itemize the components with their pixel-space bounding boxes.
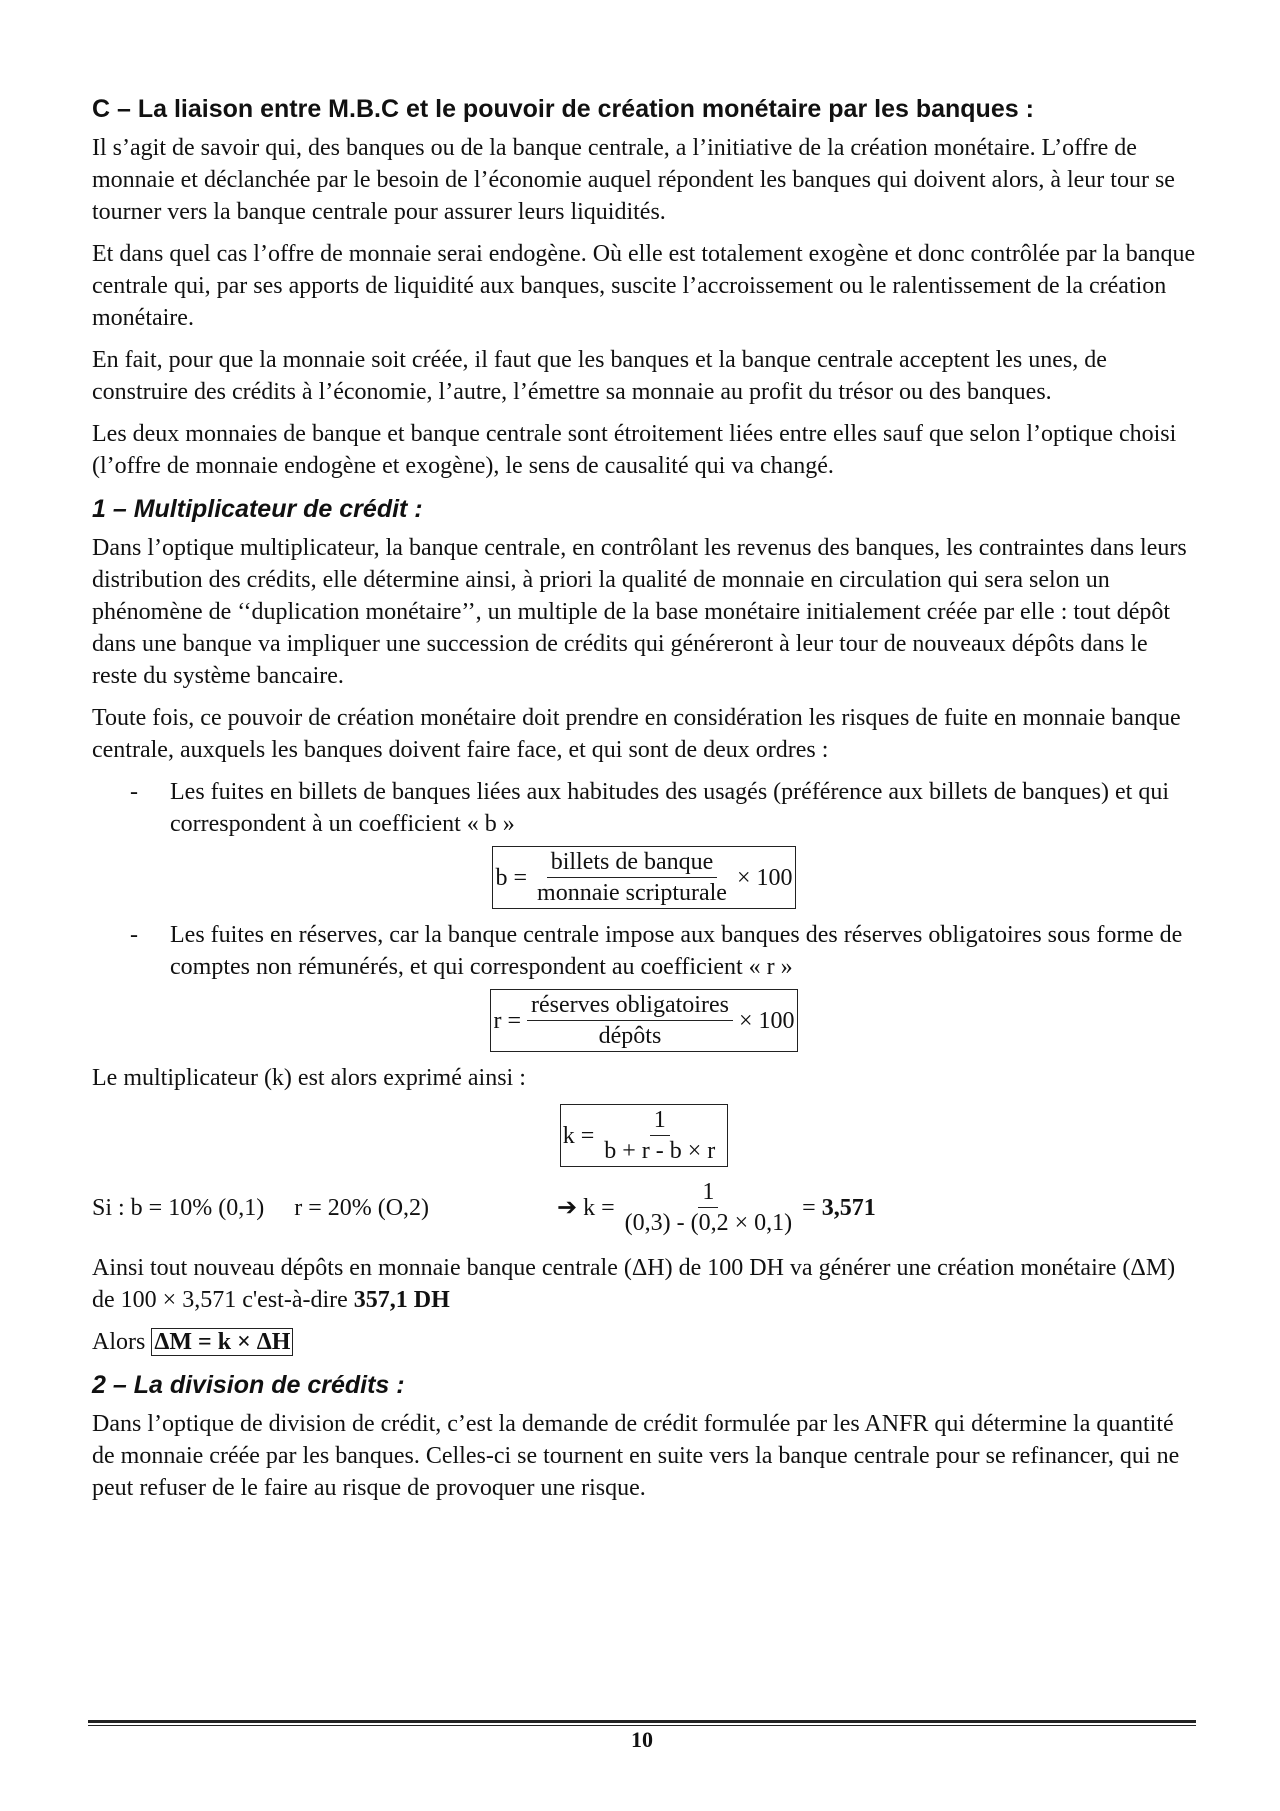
list-item	[92, 776, 1196, 840]
document-page	[92, 92, 1196, 1514]
page-number: 10	[631, 1727, 653, 1752]
paragraph: Dans l’optique de division de crédit, c’est la demande de crédit formulée par les ANFR qui détermine la quantité de monnaie créée par les banques. Celles-ci se tournent en suite vers la banque centrale pour se refinancer, qui ne peut refuser de le faire au risque de provoquer une risque.	[92, 1411, 1180, 1501]
formula-b-fraction	[533, 847, 731, 908]
formula-k-lhs: k =	[562, 1122, 595, 1149]
formula-k-numerator: 1	[650, 1105, 670, 1136]
paragraph: En fait, pour que la monnaie soit créée, il faut que les banques et la banque centrale acceptent les unes, de construire des crédits à l’économie, l’autre, l’émettre sa monnaie au profit du trésor ou des banques.	[92, 347, 1107, 405]
formula-r-row	[92, 989, 1196, 1052]
formula-b-lhs: b =	[495, 864, 528, 891]
formula-r-denominator: dépôts	[598, 1023, 662, 1049]
calc-denominator: (0,3) - (0,2 × 0,1)	[624, 1210, 793, 1236]
calc-fraction	[621, 1177, 797, 1238]
paragraph-text: Ainsi tout nouveau dépôts en monnaie banque centrale (ΔH) de 100 DH va générer une création monétaire (ΔM) de 100 × 3,571 c'est-à-dire	[92, 1255, 1176, 1313]
formula-b-row	[92, 846, 1196, 909]
section-2-title: 2 – La division de crédits :	[92, 1371, 405, 1399]
formula-r-numerator: réserves obligatoires	[527, 990, 733, 1021]
paragraph: Il s’agit de savoir qui, des banques ou de la banque centrale, a l’initiative de la création monétaire. L’offre de monnaie et déclanchée par le besoin de l’économie auquel répondent les banques qui doivent alors, à leur tour se tourner vers la banque centrale pour assurer leurs liquidités.	[92, 135, 1175, 225]
paragraph	[92, 1252, 1196, 1316]
paragraph: Et dans quel cas l’offre de monnaie serai endogène. Où elle est totalement exogène et donc contrôlée par la banque centrale qui, par ses apports de liquidité aux banques, suscite l’accroissement ou le ralentissement de la création monétaire.	[92, 241, 1196, 331]
list-item-text: Les fuites en billets de banques liées aux habitudes des usagés (préférence aux billets de banques) et qui correspondent à un coefficient « b »	[170, 779, 1169, 837]
calc-arrow: ➔ k =	[557, 1194, 615, 1221]
section-c-title: C – La liaison entre M.B.C et le pouvoir de création monétaire par les banques :	[92, 95, 1034, 123]
calc-numerator: 1	[698, 1177, 718, 1208]
formula-k-denominator: b + r - b × r	[604, 1138, 716, 1164]
formula-k-box	[560, 1104, 729, 1167]
formula-b-denominator: monnaie scripturale	[537, 880, 727, 906]
final-formula-line	[92, 1326, 1196, 1358]
bullet-dash: -	[130, 922, 138, 948]
section-1-title: 1 – Multiplicateur de crédit :	[92, 495, 423, 523]
paragraph: Les deux monnaies de banque et banque centrale sont étroitement liées entre elles sauf que selon l’optique choisi (l’offre de monnaie endogène et exogène), le sens de causalité qui va changé.	[92, 421, 1177, 479]
paragraph-emphasis: 357,1 DH	[353, 1287, 450, 1313]
paragraph: Le multiplicateur (k) est alors exprimé ainsi :	[92, 1065, 526, 1091]
formula-r-lhs: r =	[493, 1007, 522, 1034]
list-item	[92, 919, 1196, 983]
paragraph: Dans l’optique multiplicateur, la banque centrale, en contrôlant les revenus des banques, les contraintes dans leurs distribution des crédits, elle détermine ainsi, à priori la qualité de monnaie en circulation qui sera selon un phénomène de ‘‘duplication monétaire’’, un multiple de la base monétaire initialement créée par elle : tout dépôt dans une banque va impliquer une succession de crédits qui généreront à leur tour de nouveaux dépôts dans le reste du système bancaire.	[92, 535, 1187, 689]
formula-b-numerator: billets de banque	[547, 847, 718, 878]
calculation-row	[92, 1177, 1196, 1238]
formula-b-box	[492, 846, 795, 909]
calc-condition: Si : b = 10% (0,1) r = 20% (O,2)	[92, 1194, 430, 1221]
page-footer	[88, 1720, 1196, 1754]
formula-r-fraction	[527, 990, 733, 1051]
list-item-text: Les fuites en réserves, car la banque centrale impose aux banques des réserves obligatoires sous forme de comptes non rémunérés, et qui correspondent au coefficient « r »	[170, 922, 1183, 980]
formula-b-rhs: × 100	[736, 864, 793, 891]
final-formula-box: ΔM = k × ΔH	[151, 1328, 293, 1356]
formula-r-box	[490, 989, 797, 1052]
formula-k-row	[92, 1104, 1196, 1167]
footer-rule	[88, 1720, 1196, 1723]
calc-result: 3,571	[821, 1194, 876, 1221]
calc-equals: =	[802, 1194, 816, 1221]
formula-r-rhs: × 100	[738, 1007, 795, 1034]
alors-label: Alors	[92, 1329, 152, 1355]
bullet-dash: -	[130, 779, 138, 805]
formula-k-fraction	[600, 1105, 719, 1166]
paragraph: Toute fois, ce pouvoir de création monétaire doit prendre en considération les risques de fuite en monnaie banque centrale, auxquels les banques doivent faire face, et qui sont de deux ordres :	[92, 705, 1181, 763]
